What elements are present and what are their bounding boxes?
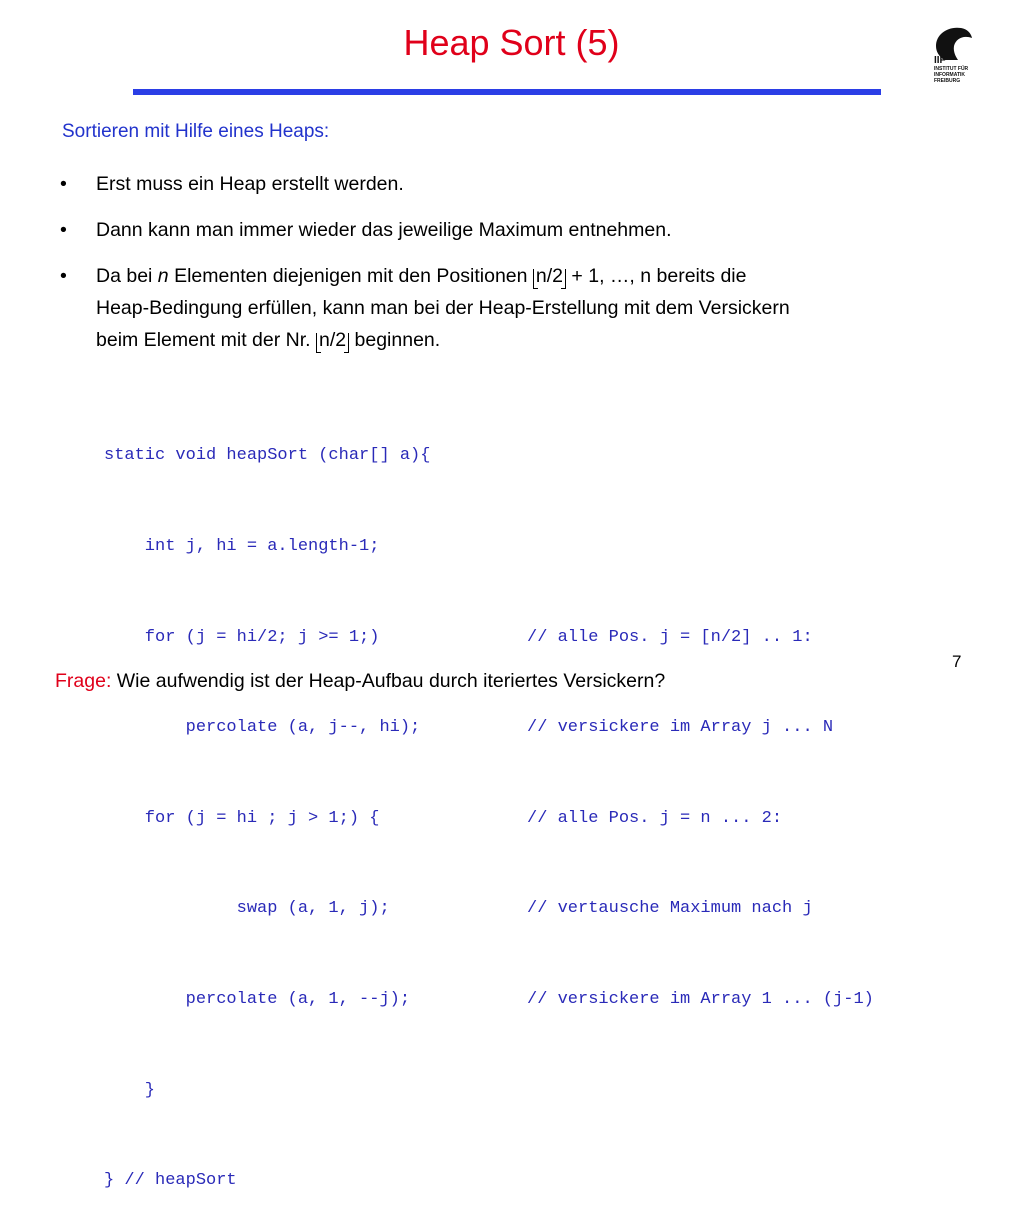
subtitle: Sortieren mit Hilfe eines Heaps: [62, 121, 330, 142]
bullet-item: • Dann kann man immer wieder das jeweilige Maximum entnehmen. [60, 214, 960, 246]
bullet-item [60, 260, 960, 356]
question-line [55, 670, 665, 693]
bullet-icon: • [60, 219, 67, 241]
code-line: static void heapSort (char[] a){ [104, 446, 431, 466]
iif-logo [934, 26, 994, 86]
question-label: Frage: [55, 670, 112, 692]
question-text: Wie aufwendig ist der Heap-Aufbau durch iteriertes Versickern? [111, 670, 666, 692]
code-block [104, 381, 874, 1227]
code-comment: // versickere im Array 1 ... (j-1) [527, 989, 874, 1009]
page-number: 7 [952, 652, 962, 671]
floor-expression: n/2 [533, 260, 566, 292]
bullet-list [60, 168, 960, 370]
code-line: for (j = hi ; j > 1;) { // alle Pos. j = n ... 2: [104, 804, 430, 834]
code-comment: // versickere im Array j ... N [527, 718, 834, 738]
code-line: int j, hi = a.length-1; [104, 537, 380, 556]
title-underline [133, 89, 881, 95]
code-line: percolate (a, j--, hi); // versickere im Array j ... N [104, 713, 430, 743]
bullet-icon: • [60, 173, 67, 195]
logo-text: IIF INSTITUT FÜR INFORMATIK FREIBURG [934, 55, 969, 84]
slide-title: Heap Sort (5) [403, 22, 620, 63]
code-line: } [104, 1080, 156, 1100]
bullet-text: Da bei n Elementen diejenigen mit den Positionen n/2 + 1, …, n bereits die Heap-Bedingung erfüllen, kann man bei der Heap-Erstellung mit dem Versickern beim Element mit der Nr. n/2 beginnen. [96, 265, 790, 351]
bullet-icon: • [60, 265, 67, 287]
code-line: for (j = hi/2; j >= 1;) // alle Pos. j = [n/2] .. 1: [104, 623, 430, 653]
floor-expression: n/2 [316, 324, 349, 356]
code-line: swap (a, 1, j); // vertausche Maximum nach j [104, 894, 430, 924]
code-line: } // heapSort [104, 1171, 237, 1191]
code-line: percolate (a, 1, --j); // versickere im Array 1 ... (j-1) [104, 985, 430, 1015]
bullet-item: • Erst muss ein Heap erstellt werden. [60, 168, 960, 200]
code-comment: // vertausche Maximum nach j [527, 899, 813, 919]
code-comment: // alle Pos. j = [n/2] .. 1: [527, 627, 813, 647]
code-comment: // alle Pos. j = n ... 2: [527, 808, 783, 828]
